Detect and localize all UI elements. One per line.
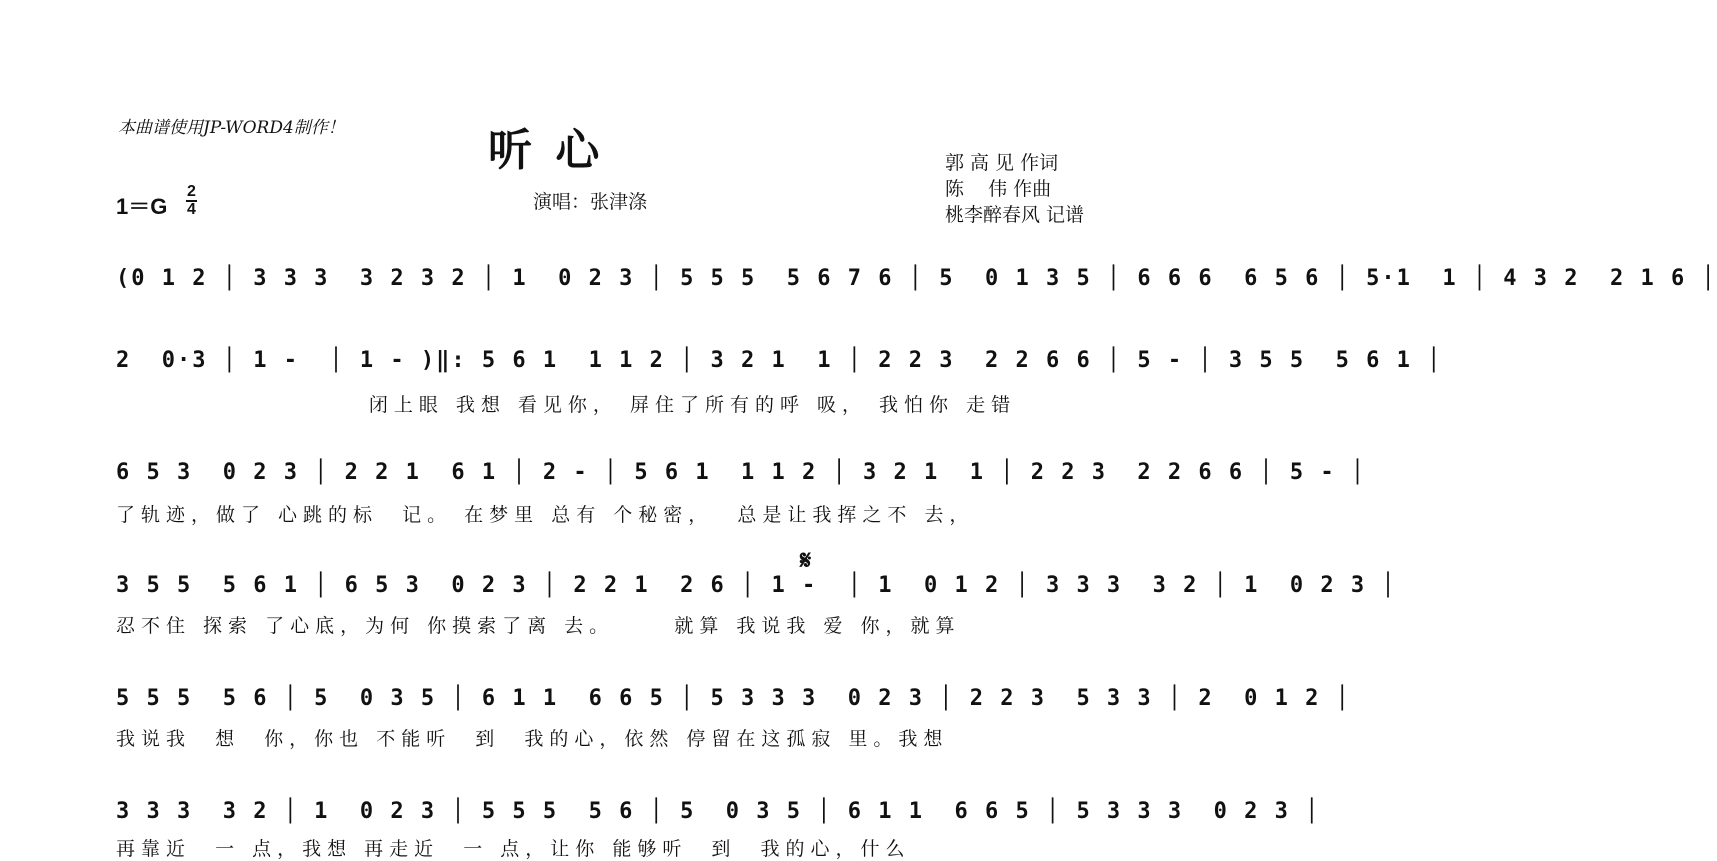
credits-block <box>945 150 1084 228</box>
score-row-3-notes: 6 5 3 0 2 3 │ 2 2 1 6 1 │ 2 - │ 5 6 1 1 1 2 │ 3 2 1 1 │ 2 2 3 2 2 6 6 │ 5 - │ <box>116 460 1367 485</box>
singer-label: 演唱：张津涤 <box>533 191 648 213</box>
time-signature <box>186 184 197 218</box>
score-row-1-notes: (0 1 2 │ 3 3 3 3 2 3 2 │ 1 0 2 3 │ 5 5 5 5 6 7 6 │ 5 0 1 3 5 │ 6 6 6 6 5 6 │ 5·1 1 │ 4 3 2 2 1 6 │ <box>116 266 1717 291</box>
score-row-6-lyrics: 再靠近 一 点，我想 再走近 一 点，让你 能够听 到 我的心，什么 <box>116 838 911 860</box>
credit-note: 本曲谱使用JP-WORD4制作！ <box>118 118 345 138</box>
score-row-4-notes: 3 5 5 5 6 1 │ 6 5 3 0 2 3 │ 2 2 1 2 6 │ 1 - │ 1 0 1 2 │ 3 3 3 3 2 │ 1 0 2 3 │ <box>116 573 1397 598</box>
key-signature: 1＝G <box>116 194 168 219</box>
lyricist-credit: 郭 高 见 作词 <box>944 152 1059 174</box>
time-numerator: 2 <box>187 183 196 200</box>
transcriber-credit: 桃李醉春风 记谱 <box>944 204 1084 226</box>
score-row-5-notes: 5 5 5 5 6 │ 5 0 3 5 │ 6 1 1 6 6 5 │ 5 3 3 3 0 2 3 │ 2 2 3 5 3 3 │ 2 0 1 2 │ <box>116 686 1351 711</box>
score-row-5-lyrics: 我说我 想 你，你也 不能听 到 我的心，依然 停留在这孤寂 里。我想 <box>116 728 949 750</box>
score-row-6-notes: 3 3 3 3 2 │ 1 0 2 3 │ 5 5 5 5 6 │ 5 0 3 5 │ 6 1 1 6 6 5 │ 5 3 3 3 0 2 3 │ <box>116 799 1321 824</box>
time-denominator: 4 <box>187 201 196 218</box>
score-row-2-lyrics: 闭上眼 我想 看见你， 屏住了所有的呼 吸， 我怕你 走错 <box>116 394 1017 416</box>
segno-sign: 𝄋 <box>800 546 812 576</box>
composer-credit: 陈 伟 作曲 <box>944 178 1052 200</box>
song-title: 听 心 <box>488 125 604 176</box>
score-row-2-notes: 2 0·3 │ 1 - │ 1 - )‖: 5 6 1 1 1 2 │ 3 2 1 1 │ 2 2 3 2 2 6 6 │ 5 - │ 3 5 5 5 6 1 │ <box>116 348 1443 373</box>
score-row-4-lyrics: 忍不住 探索 了心底，为何 你摸索了离 去。 就算 我说我 爱 你，就算 <box>116 615 961 637</box>
score-row-3-lyrics: 了轨迹，做了 心跳的标 记。 在梦里 总有 个秘密， 总是让我挥之不 去， <box>116 504 975 526</box>
